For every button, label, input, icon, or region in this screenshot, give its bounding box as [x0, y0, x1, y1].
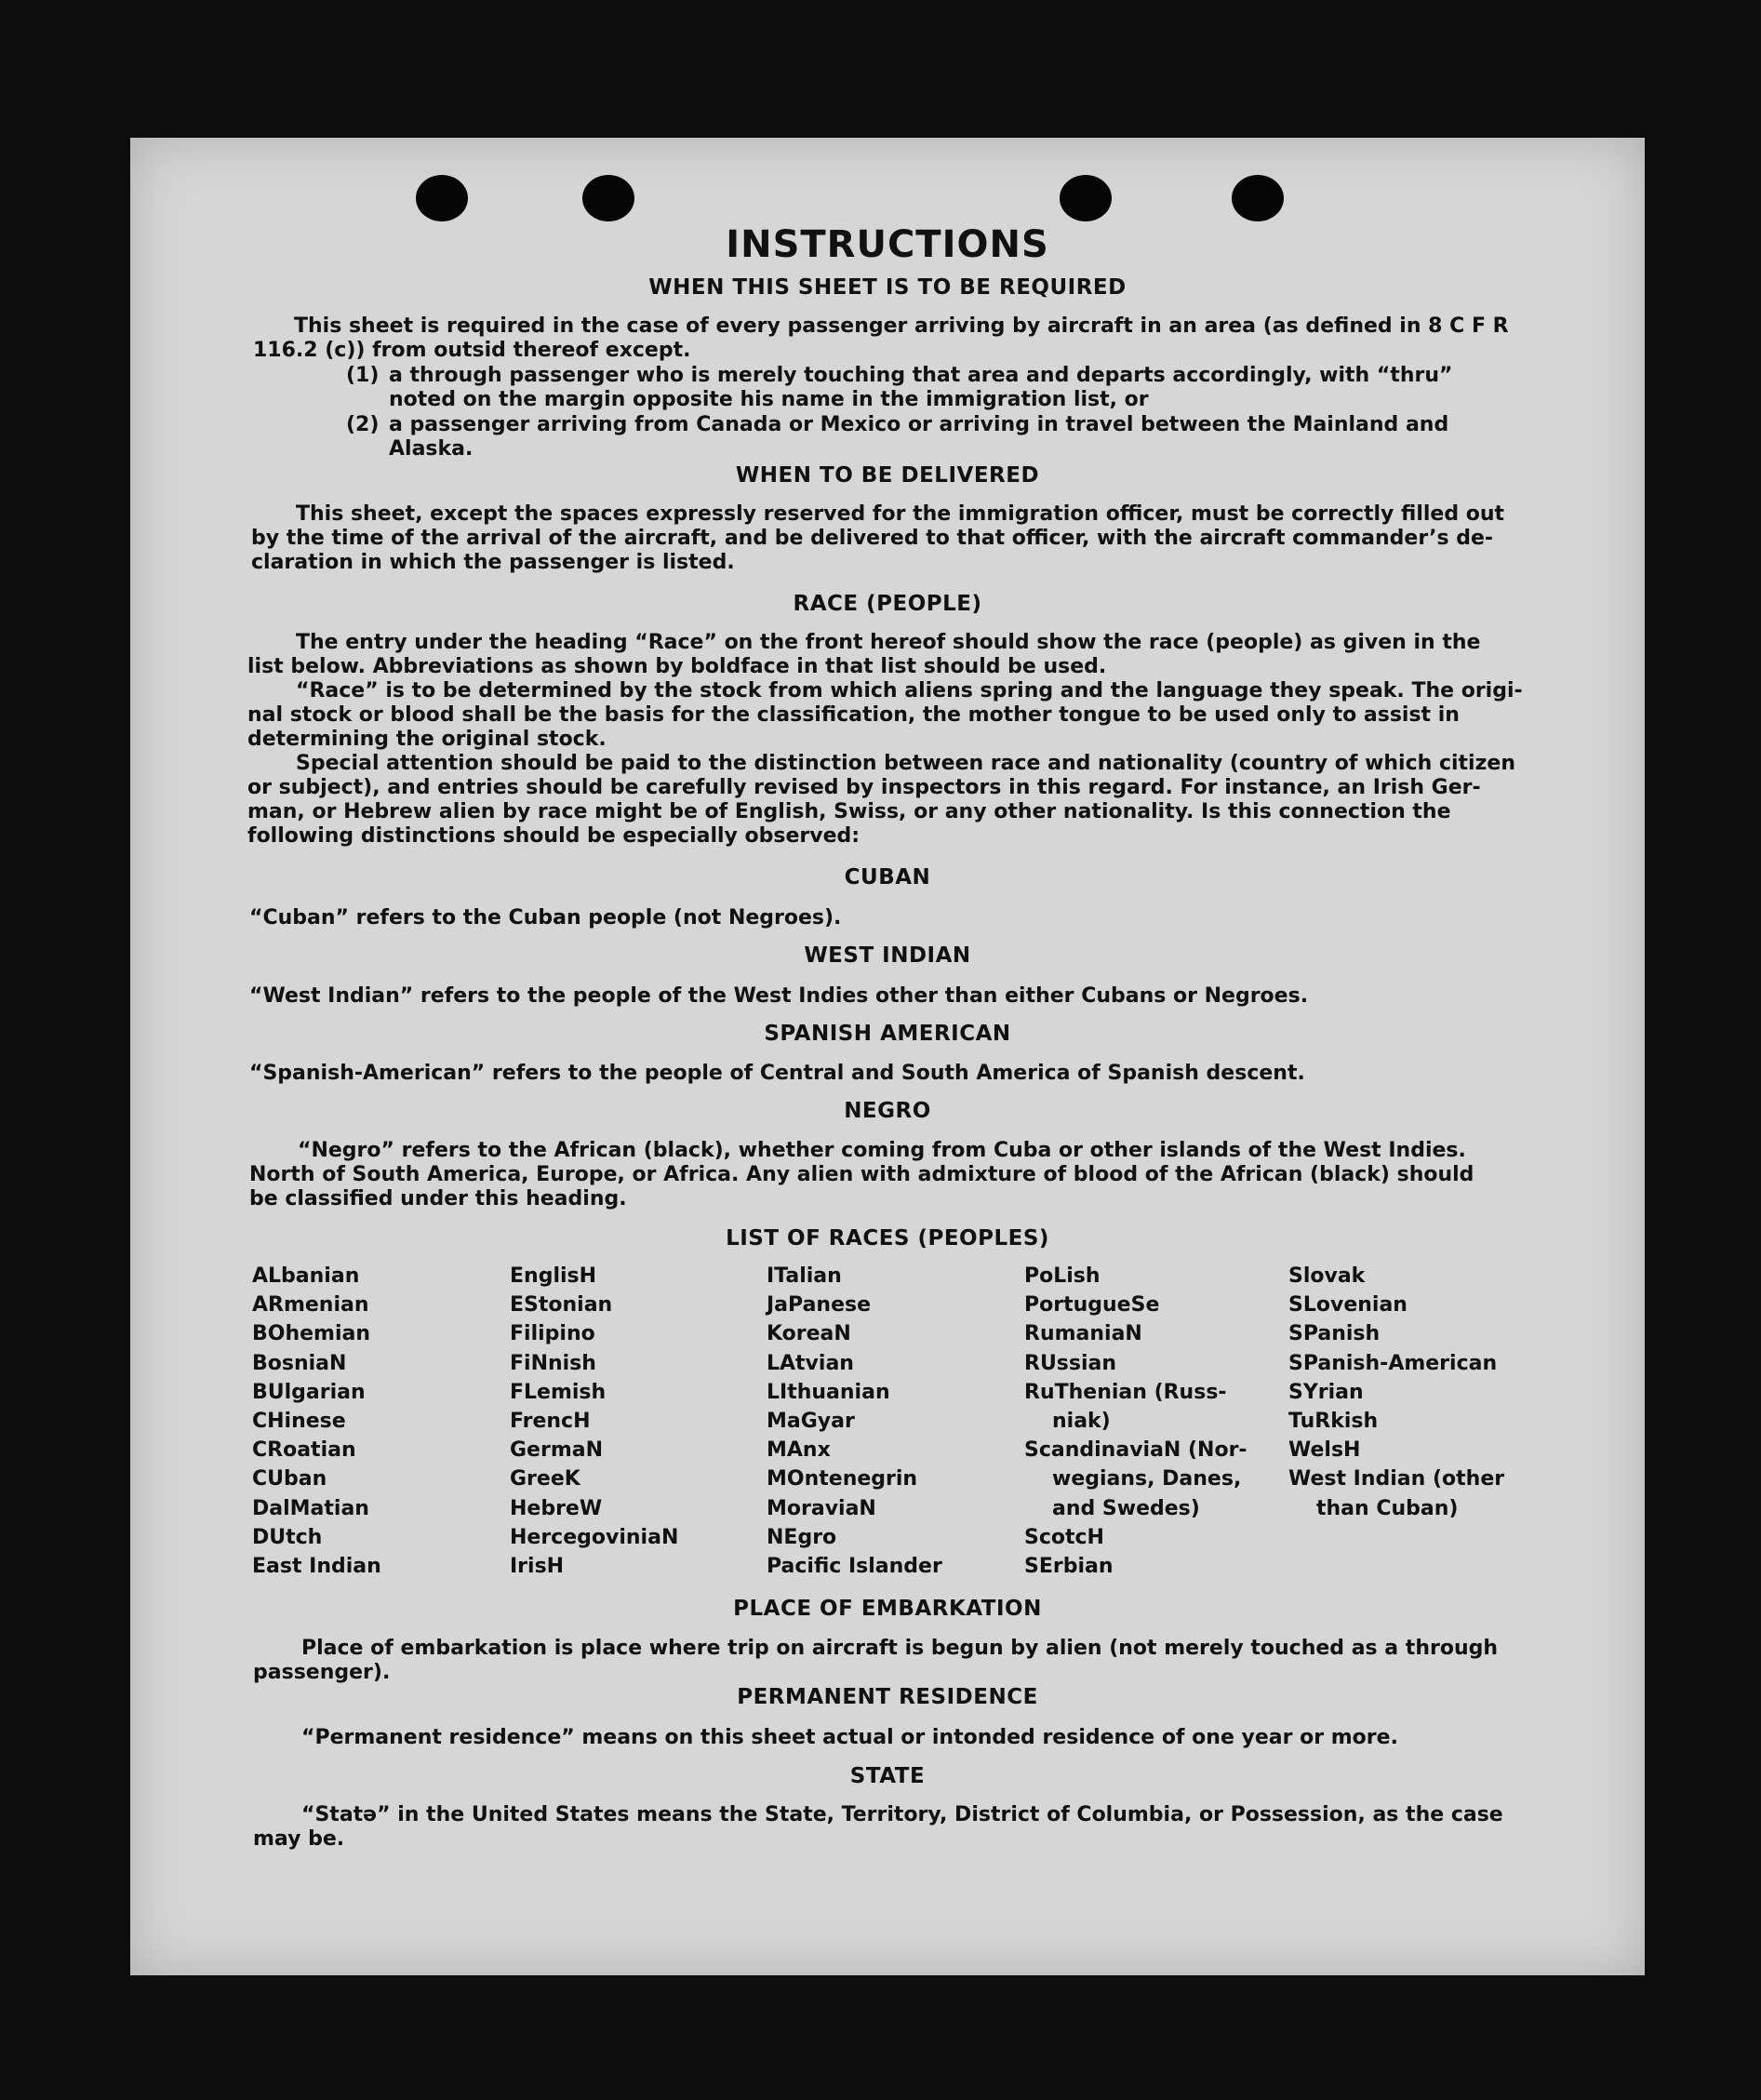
race-entry: MoraviaN: [767, 1496, 876, 1520]
race-entry: BOhemian: [252, 1322, 371, 1346]
text-line: determining the original stock.: [247, 728, 607, 751]
race-entry: WelsH: [1288, 1438, 1361, 1463]
race-entry: PoLish: [1024, 1264, 1101, 1288]
race-entry: FrencH: [510, 1410, 591, 1434]
race-entry-continuation: than Cuban): [1316, 1496, 1459, 1520]
race-entry: CUban: [252, 1467, 327, 1491]
spanish-american-text: “Spanish-American” refers to the people of Central and South America of Spanish descent.: [249, 1062, 1305, 1085]
races-column-2: [510, 1262, 678, 1581]
race-entry: TuRkish: [1288, 1410, 1379, 1434]
race-entry-continuation: wegians, Danes,: [1052, 1467, 1242, 1491]
races-column-3: [767, 1262, 942, 1581]
text-line: This sheet, except the spaces expressly reserved for the immigration officer, must be correctly filled out: [296, 502, 1505, 526]
race-entry: HercegoviniaN: [510, 1525, 679, 1549]
race-entry: CRoatian: [252, 1438, 356, 1463]
exception-2-text: [389, 413, 1448, 461]
text-line: man, or Hebrew alien by race might be of English, Swiss, or any other nationality. Is this connection the: [247, 800, 1451, 823]
race-entry: FLemish: [510, 1380, 607, 1404]
exception-1-text: [389, 364, 1452, 412]
race-entry: MOntenegrin: [767, 1467, 918, 1491]
text-line: Place of embarkation is place where trip on aircraft is begun by alien (not merely touched as a through: [301, 1637, 1499, 1660]
state-text: [253, 1803, 1503, 1852]
race-entry: East Indian: [252, 1555, 381, 1579]
race-entry: RUssian: [1024, 1351, 1117, 1375]
delivered-text: [251, 502, 1504, 575]
negro-text: [249, 1139, 1474, 1211]
race-entry: SErbian: [1024, 1555, 1114, 1579]
race-entry: BUlgarian: [252, 1380, 366, 1404]
race-entry: FiNnish: [510, 1351, 596, 1375]
text-line: “Negro” refers to the African (black), whether coming from Cuba or other islands of the West Indies.: [298, 1139, 1466, 1162]
text-line: a through passenger who is merely touching that area and departs accordingly, with “thru”: [389, 364, 1453, 387]
required-intro: [253, 314, 1509, 363]
races-column-5: [1288, 1262, 1504, 1523]
race-entry: SPanish-American: [1288, 1351, 1498, 1375]
text-line: be classified under this heading.: [249, 1187, 627, 1211]
text-line: North of South America, Europe, or Africa. Any alien with admixture of blood of the African (black) should: [249, 1163, 1474, 1186]
text-line: Alaska.: [389, 437, 474, 461]
text-line: The entry under the heading “Race” on the front hereof should show the race (people) as given in the: [296, 631, 1481, 654]
race-paragraph-1: [247, 631, 1480, 679]
race-entry: SYrian: [1288, 1380, 1364, 1404]
race-entry: JaPanese: [767, 1293, 872, 1318]
heading-race: RACE (PEOPLE): [793, 592, 982, 616]
race-entry: NEgro: [767, 1525, 837, 1549]
heading-spanish-american: SPANISH AMERICAN: [764, 1022, 1011, 1046]
race-paragraph-2: [247, 679, 1523, 752]
text-line: a passenger arriving from Canada or Mexico or arriving in travel between the Mainland and: [389, 413, 1449, 436]
text-line: list below. Abbreviations as shown by boldface in that list should be used.: [247, 655, 1107, 678]
residence-text: “Permanent residence” means on this sheet actual or intonded residence of one year or more.: [301, 1726, 1398, 1749]
text-line: “Statə” in the United States means the State, Territory, District of Columbia, or Possession, as the case: [301, 1803, 1503, 1826]
heading-embarkation: PLACE OF EMBARKATION: [733, 1597, 1042, 1621]
text-line: This sheet is required in the case of every passenger arriving by aircraft in an area (as defined in 8 C F R: [294, 314, 1509, 338]
race-entry: MAnx: [767, 1438, 831, 1463]
heading-delivered: WHEN TO BE DELIVERED: [735, 463, 1040, 488]
race-entry: ALbanian: [252, 1264, 360, 1288]
race-entry: ARmenian: [252, 1293, 369, 1318]
race-entry-continuation: and Swedes): [1052, 1496, 1200, 1520]
document-title: INSTRUCTIONS: [726, 223, 1049, 266]
text-line: 116.2 (c)) from outsid thereof except.: [253, 339, 691, 362]
race-entry: ScandinaviaN (Nor-: [1024, 1438, 1247, 1463]
race-entry: Slovak: [1288, 1264, 1366, 1288]
heading-cuban: CUBAN: [844, 865, 931, 889]
text-line: may be.: [253, 1827, 345, 1851]
race-entry: West Indian (other: [1288, 1467, 1505, 1491]
race-entry: DUtch: [252, 1525, 323, 1549]
race-entry: LIthuanian: [767, 1380, 890, 1404]
race-entry: EnglisH: [510, 1264, 597, 1288]
text-line: noted on the margin opposite his name in the immigration list, or: [389, 388, 1149, 411]
text-line: passenger).: [253, 1661, 391, 1684]
exception-2: [346, 413, 379, 437]
text-line: by the time of the arrival of the aircraft, and be delivered to that officer, with the aircraft commander’s de-: [251, 527, 1494, 550]
race-entry: KoreaN: [767, 1322, 851, 1346]
race-entry: Filipino: [510, 1322, 595, 1346]
text-line: or subject), and entries should be carefully revised by inspectors in this regard. For instance, an Irish Ger-: [247, 776, 1481, 799]
heading-west-indian: WEST INDIAN: [804, 943, 971, 968]
heading-list-of-races: LIST OF RACES (PEOPLES): [726, 1226, 1049, 1251]
punch-hole: [1060, 175, 1112, 221]
exception-number: (1): [346, 364, 380, 387]
text-line: nal stock or blood shall be the basis for the classification, the mother tongue to be used only to assist in: [247, 703, 1460, 727]
cuban-text: “Cuban” refers to the Cuban people (not Negroes).: [249, 906, 842, 930]
race-entry: DalMatian: [252, 1496, 369, 1520]
race-entry: RuThenian (Russ-: [1024, 1380, 1227, 1404]
punch-hole: [1232, 175, 1284, 221]
text-line: Special attention should be paid to the distinction between race and nationality (country of which citizen: [296, 752, 1515, 775]
race-entry: ScotcH: [1024, 1525, 1104, 1549]
race-entry: ITalian: [767, 1264, 842, 1288]
exception-1: [346, 364, 379, 388]
race-entry: GreeK: [510, 1467, 580, 1491]
punch-hole: [582, 175, 634, 221]
heading-state: STATE: [849, 1764, 926, 1788]
races-column-4: [1024, 1262, 1247, 1581]
race-entry: BosniaN: [252, 1351, 347, 1375]
embarkation-text: [253, 1637, 1498, 1685]
race-paragraph-3: [247, 752, 1515, 849]
races-column-1: [252, 1262, 381, 1581]
race-entry: CHinese: [252, 1410, 346, 1434]
heading-negro: NEGRO: [844, 1099, 931, 1123]
punch-hole: [416, 175, 468, 221]
race-entry: HebreW: [510, 1496, 603, 1520]
race-entry: EStonian: [510, 1293, 613, 1318]
race-entry-continuation: niak): [1052, 1410, 1111, 1434]
west-indian-text: “West Indian” refers to the people of the West Indies other than either Cubans or Negroes.: [249, 984, 1309, 1008]
race-entry: GermaN: [510, 1438, 604, 1463]
race-entry: MaGyar: [767, 1410, 855, 1434]
text-line: claration in which the passenger is listed.: [251, 551, 735, 574]
race-entry: SPanish: [1288, 1322, 1381, 1346]
text-line: “Race” is to be determined by the stock from which aliens spring and the language they speak. The origi-: [296, 679, 1523, 702]
race-entry: SLovenian: [1288, 1293, 1407, 1318]
exception-number: (2): [346, 413, 380, 436]
heading-required: WHEN THIS SHEET IS TO BE REQUIRED: [648, 275, 1127, 300]
race-entry: Pacific Islander: [767, 1555, 942, 1579]
race-entry: PortugueSe: [1024, 1293, 1160, 1318]
race-entry: RumaniaN: [1024, 1322, 1142, 1346]
race-entry: LAtvian: [767, 1351, 854, 1375]
race-entry: IrisH: [510, 1555, 565, 1579]
text-line: following distinctions should be especially observed:: [247, 824, 860, 848]
document-page: [130, 138, 1645, 1975]
heading-permanent-residence: PERMANENT RESIDENCE: [737, 1685, 1038, 1709]
